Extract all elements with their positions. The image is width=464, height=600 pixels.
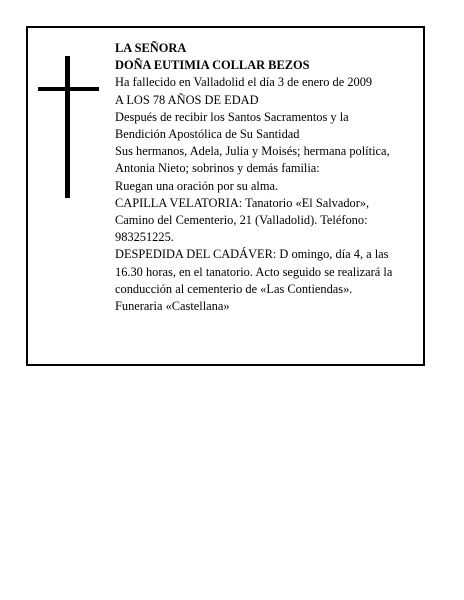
sacraments-line-1: Después de recibir los Santos Sacramentos y la [115, 109, 349, 124]
notice-text [115, 40, 423, 315]
family-line-2: Antonia Nieto; sobrinos y demás familia: [115, 161, 320, 176]
cross-icon [38, 56, 100, 198]
farewell-line-3: conducción al cementerio de «Las Contiendas». [115, 281, 353, 296]
chapel-line-1: CAPILLA VELATORIA: Tanatorio «El Salvador», [115, 195, 370, 210]
cross-vertical-bar [65, 56, 70, 198]
funeral-home-line: Funeraria «Castellana» [115, 299, 230, 314]
chapel-line-2: Camino del Cementerio, 21 (Valladolid). Teléfono: [115, 213, 368, 228]
farewell-line-1: DESPEDIDA DEL CADÁVER: D omingo, día 4, a las [115, 247, 389, 262]
notice-title-line-2: DOÑA EUTIMIA COLLAR BEZOS [115, 58, 310, 73]
age-line: A LOS 78 AÑOS DE EDAD [115, 92, 259, 107]
obituary-notice [26, 26, 425, 366]
prayer-line: Ruegan una oración por su alma. [115, 178, 279, 193]
sacraments-line-2: Bendición Apostólica de Su Santidad [115, 127, 300, 142]
cross-horizontal-bar [38, 87, 99, 91]
death-date-line: Ha fallecido en Valladolid el día 3 de enero de 2009 [115, 75, 373, 90]
family-line-1: Sus hermanos, Adela, Julia y Moisés; hermana política, [115, 144, 390, 159]
chapel-phone-line: 983251225. [115, 230, 174, 245]
farewell-line-2: 16.30 horas, en el tanatorio. Acto seguido se realizará la [115, 264, 393, 279]
notice-title-line-1: LA SEÑORA [115, 41, 187, 55]
